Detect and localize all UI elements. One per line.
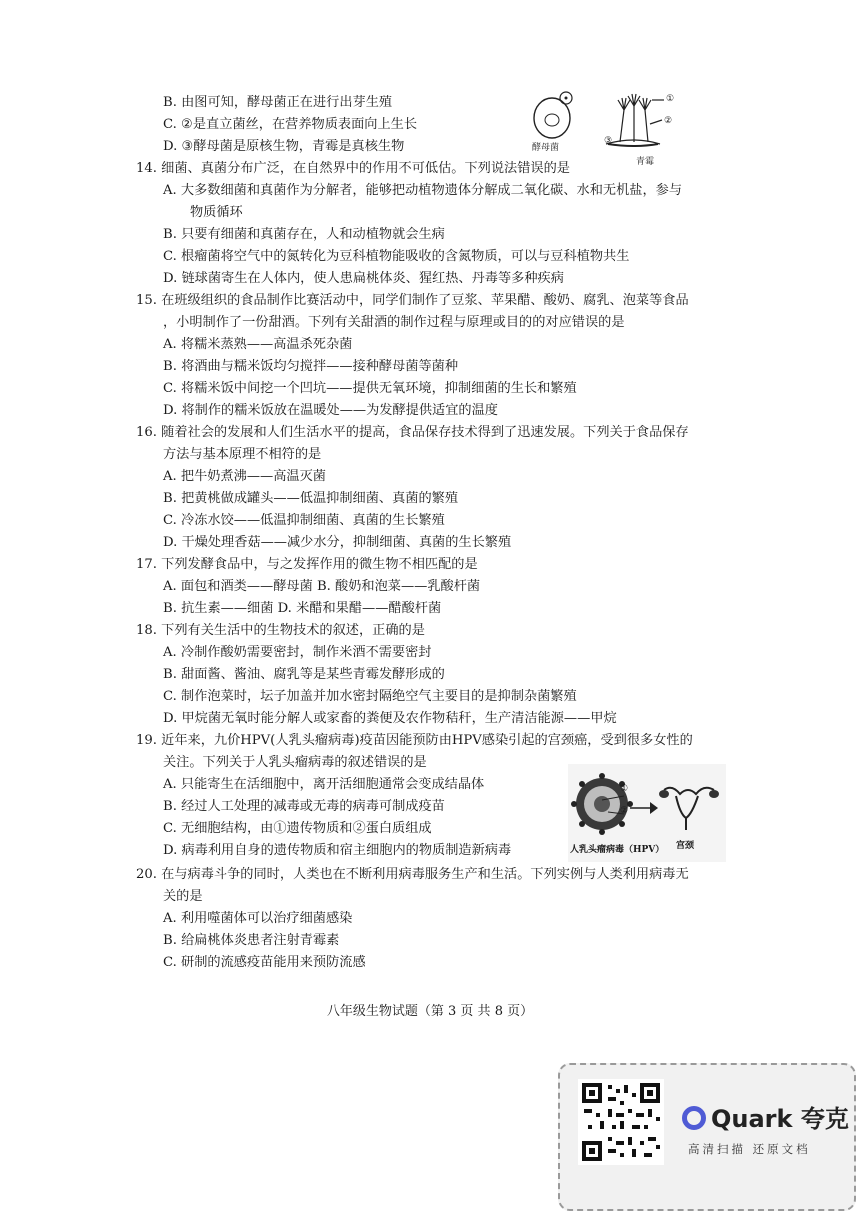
question-19: 19. 近年来，九价HPV(人乳头瘤病毒)疫苗因能预防由HPV感染引起的宫颈癌，受到很多女性的 xyxy=(136,733,693,748)
option-15c: C. 将糯米饭中间挖一个凹坑——提供无氧环境，抑制细菌的生长和繁殖 xyxy=(163,381,577,396)
option-20a: A. 利用噬菌体可以治疗细菌感染 xyxy=(163,911,353,926)
option-13d: D. ③酵母菌是原核生物，青霉是真核生物 xyxy=(163,139,405,154)
option-14a: A. 大多数细菌和真菌作为分解者，能够把动植物遗体分解成二氧化碳、水和无机盐，参与 xyxy=(163,183,683,198)
page-footer: 八年级生物试题（第 3 页 共 8 页） xyxy=(326,1004,534,1019)
quark-logo-icon xyxy=(682,1106,706,1130)
option-15a: A. 将糯米蒸熟——高温杀死杂菌 xyxy=(163,337,353,352)
qr-code-icon xyxy=(580,1081,662,1163)
option-14b: B. 只要有细菌和真菌存在，人和动植物就会生病 xyxy=(163,227,445,242)
option-19d: D. 病毒利用自身的遗传物质和宿主细胞内的物质制造新病毒 xyxy=(163,843,512,858)
option-16a: A. 把牛奶煮沸——高温灭菌 xyxy=(163,469,326,484)
option-19c: C. 无细胞结构，由①遗传物质和②蛋白质组成 xyxy=(163,821,432,836)
option-18b: B. 甜面酱、酱油、腐乳等是某些青霉发酵形成的 xyxy=(163,667,445,682)
option-18c: C. 制作泡菜时，坛子加盖并加水密封隔绝空气主要目的是抑制杂菌繁殖 xyxy=(163,689,577,704)
option-14a-cont: 物质循环 xyxy=(190,205,243,220)
option-16c: C. 冷冻水饺——低温抑制细菌、真菌的生长繁殖 xyxy=(163,513,445,528)
option-15d: D. 将制作的糯米饭放在温暖处——为发酵提供适宜的温度 xyxy=(163,403,498,418)
question-16-cont: 方法与基本原理不相符的是 xyxy=(163,447,322,462)
option-14d: D. 链球菌寄生在人体内，使人患扁桃体炎、猩红热、丹毒等多种疾病 xyxy=(163,271,564,286)
option-18d: D. 甲烷菌无氧时能分解人或家畜的粪便及农作物秸秆，生产清洁能源——甲烷 xyxy=(163,711,617,726)
question-20: 20. 在与病毒斗争的同时，人类也在不断利用病毒服务生产和生活。下列实例与人类利用病毒无 xyxy=(136,867,689,882)
yeast-cell-icon xyxy=(526,88,582,144)
option-16d: D. 干燥处理香菇——减少水分，抑制细菌、真菌的生长繁殖 xyxy=(163,535,512,550)
mark-1: ① xyxy=(666,94,675,104)
option-18a: A. 冷制作酸奶需要密封，制作米酒不需要密封 xyxy=(163,645,432,660)
option-13b: B. 由图可知，酵母菌正在进行出芽生殖 xyxy=(163,95,393,110)
option-19b: B. 经过人工处理的减毒或无毒的病毒可制成疫苗 xyxy=(163,799,445,814)
question-20-cont: 关的是 xyxy=(163,889,203,904)
question-15: 15. 在班级组织的食品制作比赛活动中，同学们制作了豆浆、苹果醋、酸奶、腐乳、泡菜等食品 xyxy=(136,293,689,308)
question-18: 18. 下列有关生活中的生物技术的叙述，正确的是 xyxy=(136,623,425,638)
question-17: 17. 下列发酵食品中，与之发挥作用的微生物不相匹配的是 xyxy=(136,557,478,572)
question-19-cont: 关注。下列关于人乳头瘤病毒的叙述错误的是 xyxy=(163,755,427,770)
option-20b: B. 给扁桃体炎患者注射青霉素 xyxy=(163,933,340,948)
hpv-mark-1: ① xyxy=(620,784,629,794)
option-20c: C. 研制的流感疫苗能用来预防流感 xyxy=(163,955,366,970)
yeast-figure xyxy=(526,88,582,156)
qr-code[interactable] xyxy=(578,1079,664,1165)
hpv-mark-2: ② xyxy=(620,806,629,816)
mark-3: ③ xyxy=(604,136,613,146)
quark-brand xyxy=(682,1099,849,1134)
option-16b: B. 把黄桃做成罐头——低温抑制细菌、真菌的繁殖 xyxy=(163,491,459,506)
option-17-row1: A. 面包和酒类——酵母菌 B. 酸奶和泡菜——乳酸杆菌 xyxy=(163,579,481,594)
cervix-label: 宫颈 xyxy=(676,841,695,851)
option-19a: A. 只能寄生在活细胞中，离开活细胞通常会变成结晶体 xyxy=(163,777,485,792)
question-14: 14. 细菌、真菌分布广泛，在自然界中的作用不可低估。下列说法错误的是 xyxy=(136,161,570,176)
penicillium-label: 青霉 xyxy=(636,157,655,167)
yeast-label: 酵母菌 xyxy=(532,143,560,153)
watermark-tagline: 高清扫描 还原文档 xyxy=(688,1142,811,1156)
question-15-cont: ，小明制作了一份甜酒。下列有关甜酒的制作过程与原理或目的的对应错误的是 xyxy=(163,315,625,330)
option-15b: B. 将酒曲与糯米饭均匀搅拌——接种酵母菌等菌种 xyxy=(163,359,459,374)
question-16: 16. 随着社会的发展和人们生活水平的提高，食品保存技术得到了迅速发展。下列关于食品保存 xyxy=(136,425,689,440)
quark-brand-text: Quark 夸克 xyxy=(711,1105,849,1133)
hpv-label: 人乳头瘤病毒（HPV） xyxy=(570,845,665,855)
mark-2: ② xyxy=(664,116,673,126)
hpv-figure xyxy=(568,764,726,862)
scanner-watermark xyxy=(558,1063,856,1211)
penicillium-figure xyxy=(600,90,690,170)
option-14c: C. 根瘤菌将空气中的氮转化为豆科植物能吸收的含氮物质，可以与豆科植物共生 xyxy=(163,249,630,264)
penicillium-icon xyxy=(600,90,690,150)
option-17-row2: B. 抗生素——细菌 D. 米醋和果醋——醋酸杆菌 xyxy=(163,601,442,616)
option-13c: C. ②是直立菌丝，在营养物质表面向上生长 xyxy=(163,117,418,132)
